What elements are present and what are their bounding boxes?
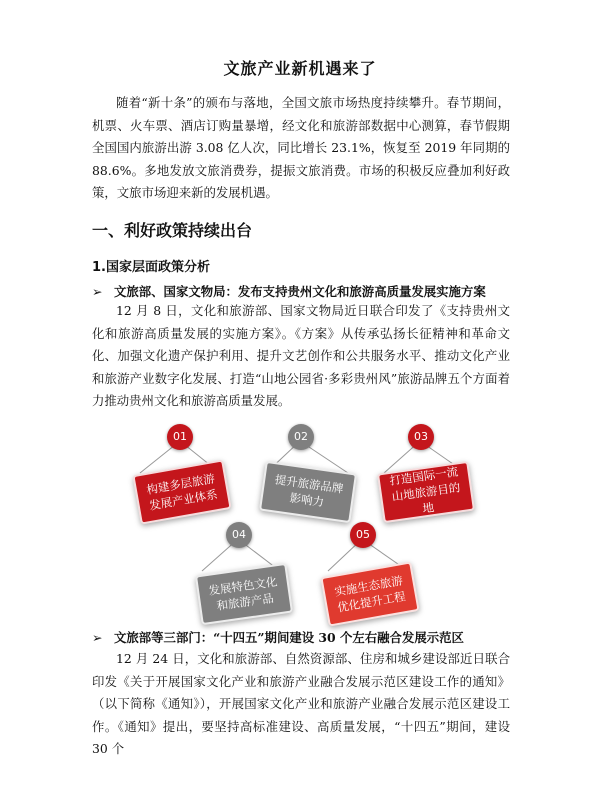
document-title: 文旅产业新机遇来了	[223, 59, 377, 78]
subsection-heading: 1.国家层面政策分析	[92, 260, 210, 275]
tag-number: 03	[408, 424, 434, 450]
policy-paragraph-1: 12 月 8 日，文化和旅游部、国家文物局近日联合印发了《支持贵州文化和旅游高质量发展的实施方案》。《方案》从传承弘扬长征精神和革命文化、加强文化遗产保护利用、提升文艺创作和公共服务水平、推动文化产业和旅游产业数字化发展、打造“山地公园省·多彩贵州风”旅游品牌五个方面着力推动贵州文化和旅游高质量发展。	[92, 303, 510, 408]
tag-card: 提升旅游品牌影响力	[259, 461, 357, 523]
intro-paragraph: 随着“新十条”的颁布与落地，全国文旅市场热度持续攀升。春节期间，机票、火车票、酒店订购量暴增，经文化和旅游部数据中心测算，春节假期全国国内旅游出游 3.08 亿人次，同比增长 23.1%，恢复至 2019 年同期的 88.6%。多地发放文旅消费券，提振文旅消费。市场的积极反应叠加利好政策，文旅市场迎来新的发展机遇。	[92, 95, 510, 200]
tag-number: 04	[226, 522, 252, 548]
section-heading: 一、利好政策持续出台	[92, 221, 253, 240]
tag-number: 02	[288, 424, 314, 450]
tag-card: 构建多层旅游发展产业体系	[132, 459, 231, 524]
tag-number: 05	[350, 522, 376, 548]
bullet-item-1	[92, 282, 486, 300]
tag-card: 打造国际一流山地旅游目的地	[377, 461, 475, 523]
tag-number: 01	[167, 424, 193, 450]
bullet-text: 文旅部、国家文物局：发布支持贵州文化和旅游高质量发展实施方案	[114, 284, 486, 299]
bullet-text: 文旅部等三部门：“十四五”期间建设 30 个左右融合发展示范区	[114, 630, 464, 645]
policy-paragraph-2: 12 月 24 日，文化和旅游部、自然资源部、住房和城乡建设部近日联合印发《关于开展国家文化产业和旅游产业融合发展示范区建设工作的通知》（以下简称《通知》），开展国家文化产业和旅游产业融合发展示范区建设工作。《通知》提出，要坚持高标准建设、高质量发展，“十四五”期间，建设 30 个	[92, 651, 510, 756]
tag-card: 发展特色文化和旅游产品	[195, 563, 293, 625]
policy-diagram	[120, 415, 480, 635]
arrow-bullet-icon: ➢	[92, 630, 103, 645]
tag-card: 实施生态旅游优化提升工程	[320, 561, 419, 626]
bullet-item-2	[92, 628, 464, 646]
arrow-bullet-icon: ➢	[92, 284, 103, 299]
